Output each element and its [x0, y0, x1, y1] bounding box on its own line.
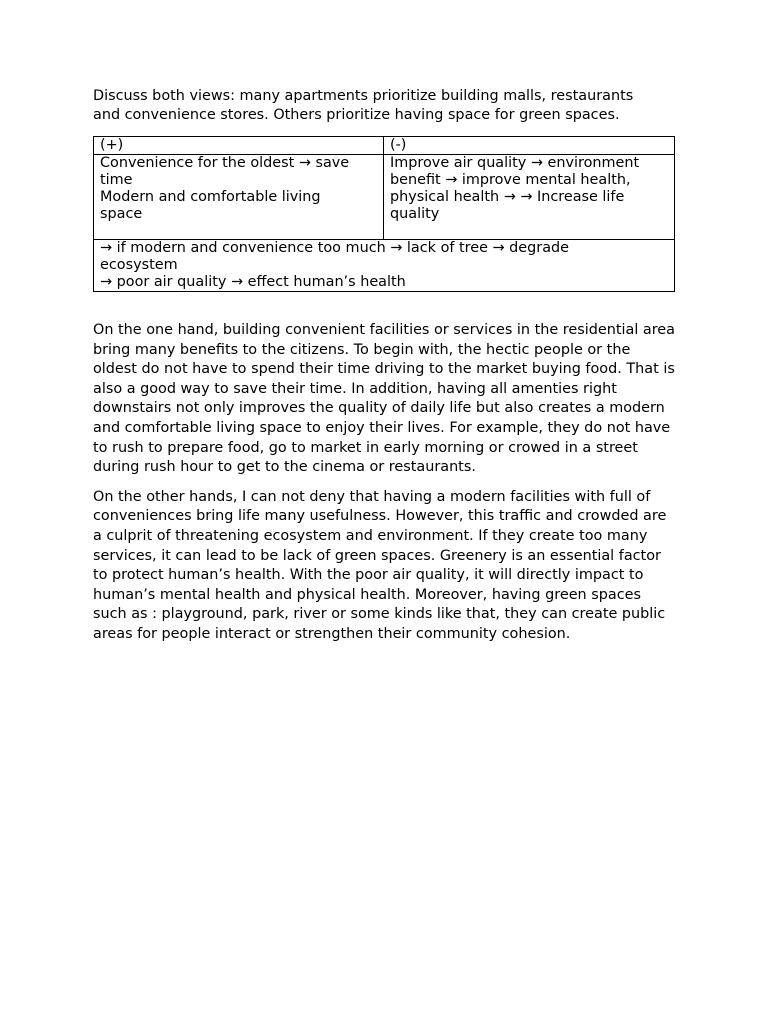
cons-header: (-)	[384, 137, 675, 155]
pros-point: Modern and comfortable living space	[100, 189, 321, 222]
body-paragraph: On the one hand, building convenient facilities or services in the residential area bring many benefits to the citizens. To begin with, the hectic people or the oldest do not have to spend their time driving to the market buying food. That is also a good way to save their time. In addition, having all amenties right downstairs not only improves the quality of daily life but also creates a modern and comfortable living space to enjoy their lives. For example, they do not have to rush to prepare food, go to market in early morning or crowed in a street during rush hour to get to the cinema or restaurants.	[93, 322, 675, 476]
essay-prompt: Discuss both views: many apartments prioritize building malls, restaurants and convenience stores. Others prioritize having space for green spaces.	[93, 88, 634, 123]
summary-cell	[94, 240, 675, 292]
cons-point: Improve air quality → environment benefit → improve mental health, physical health → → Increase life quality	[390, 155, 640, 222]
summary-point: → poor air quality → effect human’s health	[100, 274, 406, 290]
document-page	[93, 87, 678, 645]
pros-header: (+)	[94, 137, 384, 155]
table-summary-row	[94, 240, 675, 292]
table-header-row	[94, 137, 675, 155]
table-body-row	[94, 155, 675, 240]
pros-cell	[94, 155, 384, 240]
pros-point: Convenience for the oldest → save time	[100, 155, 350, 188]
cons-cell	[384, 155, 675, 240]
pros-cons-table	[93, 136, 675, 292]
body-paragraph: On the other hands, I can not deny that having a modern facilities with full of conveniences bring life many usefulness. However, this traffic and crowded are a culprit of threatening ecosystem and environment. If they create too many services, it can lead to be lack of green spaces. Greenery is an essential factor to protect human’s health. With the poor air quality, it will directly impact to human’s mental health and physical health. Moreover, having green spaces such as : playground, park, river or some kinds like that, they can create public areas for people interact or strengthen their community cohesion.	[93, 488, 667, 642]
summary-point: → if modern and convenience too much → lack of tree → degrade ecosystem	[100, 240, 570, 273]
